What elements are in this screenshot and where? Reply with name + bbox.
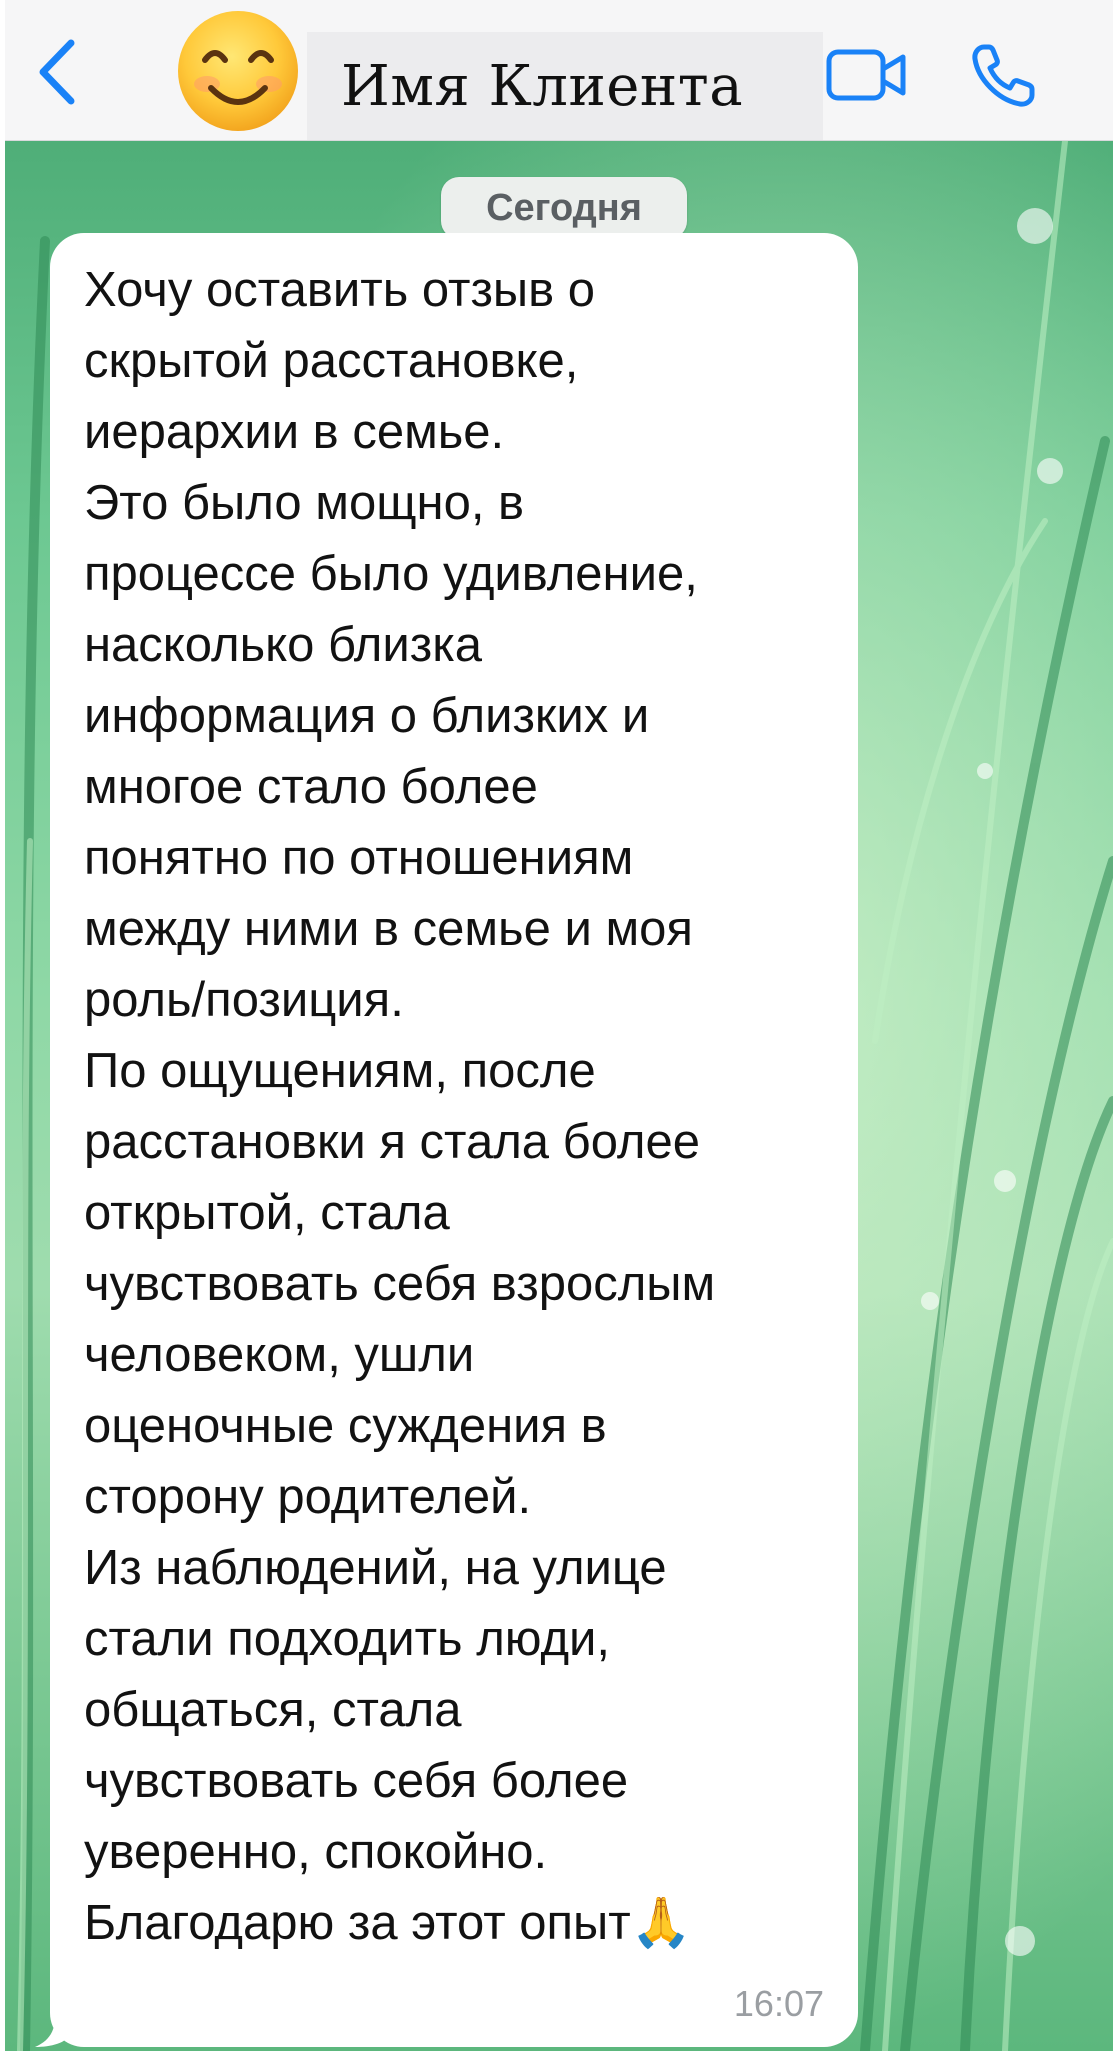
message-time: 16:07 — [733, 1983, 824, 2024]
chat-area[interactable] — [5, 141, 1113, 2051]
date-label: Сегодня — [486, 186, 642, 229]
message-text: Хочу оставить отзыв о скрытой расстановке, иерархии в семье. Это было мощно, в процессе было удивление, насколько близка информация о близких и многое стало более понятно по отношениям между ними в семье и моя роль/позиция. По ощущениям, после расстановки я стала более открытой, стала чувствовать себя взрослым человеком, ушли оценочные суждения в сторону родителей. Из наблюдений, на улице стали подходить люди, общаться, стала чувствовать себя более уверенно, спокойно. Благодарю за этот опыт🙏 — [84, 263, 716, 1950]
message-bubble[interactable] — [50, 233, 858, 2047]
back-button[interactable] — [27, 32, 87, 112]
avatar[interactable] — [175, 8, 301, 134]
phone-icon — [970, 43, 1036, 109]
contact-name-box[interactable] — [307, 32, 823, 140]
contact-name: Имя Клиента — [341, 53, 744, 119]
date-separator — [441, 177, 687, 239]
chevron-left-icon — [37, 39, 77, 105]
video-call-button[interactable] — [825, 42, 909, 108]
chat-header — [5, 0, 1113, 141]
voice-call-button[interactable] — [965, 38, 1041, 114]
video-camera-icon — [825, 47, 909, 103]
